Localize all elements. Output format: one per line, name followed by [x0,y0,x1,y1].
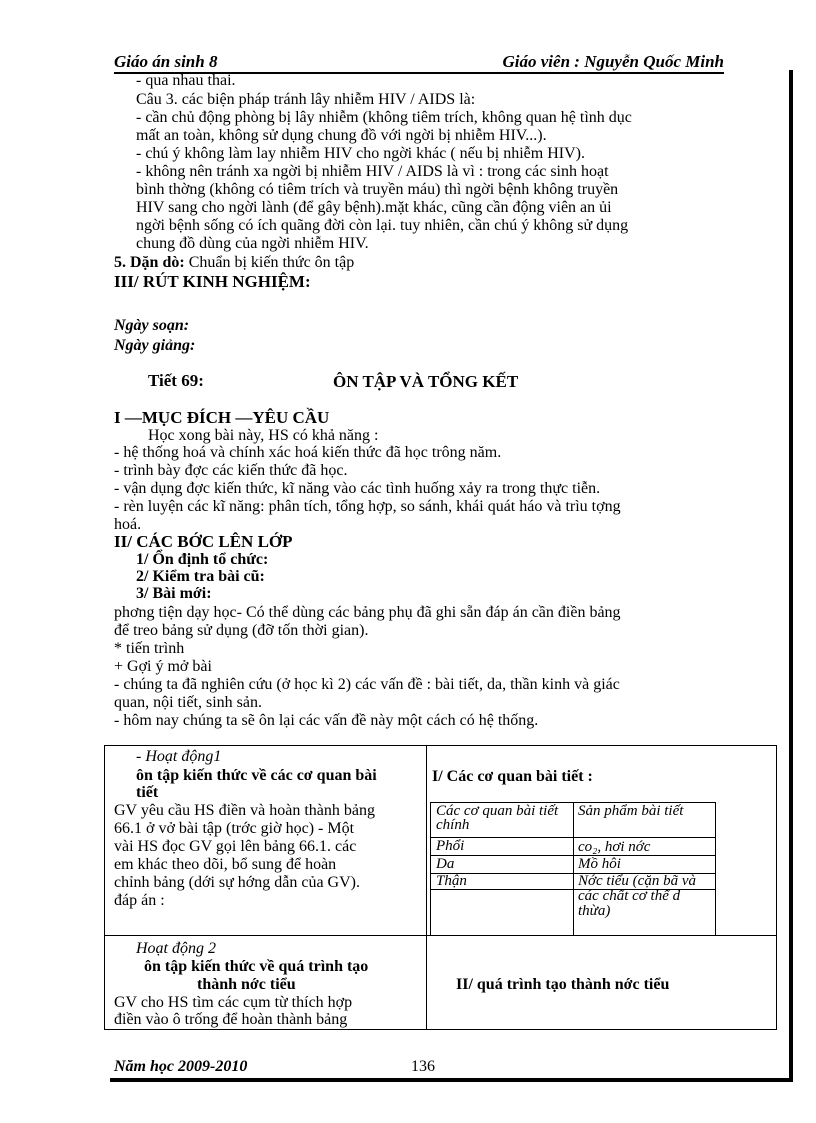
activity-1-text: em khác theo dõi, bổ sung để hoàn [114,856,337,873]
organ-cell: Phổi [436,838,465,854]
activity-2-text: GV cho HS tìm các cụm từ thích hợp [114,994,353,1011]
section1-heading: I —MỤC ĐÍCH —YÊU CẦU [114,408,330,427]
intro-line: bình thờng (không có tiêm trích và truyền máu) thì ngời bệnh không truyền [136,181,619,198]
activity-1-label: - Hoạt động1 [136,748,222,765]
step-item: 2/ Kiểm tra bài cũ: [136,568,265,585]
page-header [114,52,724,74]
intro-line: chung đồ dùng của ngời nhiễm HIV. [136,235,369,252]
section2-line: - chúng ta đã nghiên cứu (ở học kì 2) các vấn đề : bài tiết, da, thần kinh và giác [114,676,620,693]
footer-school-year: Năm học 2009-2010 [114,1058,248,1075]
section2-line: quan, nội tiết, sinh sản. [114,694,262,711]
step-item: 1/ Ổn định tổ chức: [136,551,269,568]
section-organs-heading: I/ Các cơ quan bài tiết : [432,768,593,785]
section2-line: phơng tiện dạy học- Có thể dùng các bảng phụ đã ghi sẵn đáp án cần điền bảng [114,604,621,621]
inner-column-divider [573,803,574,935]
activity-2-text: điền vào ô trống để hoàn thành bảng [114,1011,348,1028]
section1-line: Học xong bài này, HS có khả năng : [148,427,379,444]
page-edge-right [789,70,793,1080]
homework-line [114,254,354,271]
intro-line: mất an toàn, không sử dụng chung đồ với ngời bị nhiễm HIV...). [136,127,547,144]
section2-line: - hôm nay chúng ta sẽ ôn lại các vấn đề này một cách có hệ thống. [114,712,539,729]
product-cell: co₂, hơi nớc [578,839,651,855]
activity-1-title: ôn tập kiến thức về các cơ quan bài [136,767,377,784]
homework-text: Chuẩn bị kiến thức ôn tập [188,254,355,271]
table-column-divider [426,746,427,1029]
organ-cell: Da [436,856,455,872]
activity-2-label: Hoạt động 2 [136,940,216,957]
homework-label: 5. Dặn dò: [114,254,185,271]
organ-column-header: Các cơ quan bài tiết chính [436,803,559,833]
section2-line: + Gợi ý mở bài [114,658,212,675]
intro-line: - cần chủ động phòng bị lây nhiễm (không tiêm trích, không quan hệ tình dục [136,109,632,126]
header-teacher: Giáo viên : Nguyễn Quốc Minh [502,52,724,71]
lesson-title: ÔN TẬP VÀ TỔNG KẾT [333,372,519,391]
activity-2-title: ôn tập kiến thức về quá trình tạo [144,958,369,975]
activity-1-text: đáp án : [114,892,165,909]
product-cell: Nớc tiểu (cặn bã và các chất cơ thể d thừa) [578,873,696,919]
intro-line: HIV sang cho ngời lành (để gây bệnh).mặt khác, cũng cần động viên an ủi [136,199,612,216]
ngay-soan: Ngày soạn: [114,317,190,334]
activity-1-text: GV yêu cầu HS điền và hoàn thành bảng [114,802,375,819]
section2-line: * tiến trình [114,640,185,657]
organ-cell: Thận [436,873,467,889]
intro-line: Câu 3. các biện pháp tránh lây nhiễm HIV / AIDS là: [136,91,476,108]
intro-line: - chú ý không làm lay nhiễm HIV cho ngời khác ( nếu bị nhiễm HIV). [136,145,585,162]
intro-line: ngời bệnh sống có ích quãng đời còn lại. tuy nhiên, cần chú ý không sử dụng [136,217,629,234]
section2-line: để treo bảng sử dụng (đỡ tốn thời gian). [114,622,369,639]
product-column-header: Sản phẩm bài tiết [578,803,684,819]
lesson-number: Tiết 69: [148,371,204,390]
section-urine-heading: II/ quá trình tạo thành nớc tiểu [456,976,670,993]
section1-line: - trình bày đợc các kiến thức đã học. [114,462,348,479]
product-cell: Mồ hôi [578,856,621,872]
activity-1-title: tiết [136,784,159,801]
section1-line: - hệ thống hoá và chính xác hoá kiến thức đã học trông năm. [114,444,502,461]
page-edge-bottom [110,1078,793,1082]
intro-line: - không nên tránh xa ngời bị nhiễm HIV / AIDS là vì : trong các sinh hoạt [136,163,609,180]
activity-1-text: 66.1 ở vở bài tập (trớc giờ học) - Một [114,820,355,837]
ngay-giang: Ngày giảng: [114,337,196,354]
header-subject: Giáo án sinh 8 [114,52,218,71]
section2-heading: II/ CÁC BỚC LÊN LỚP [114,532,293,551]
activity-2-title: thành nớc tiểu [197,976,296,993]
footer-page-number: 136 [411,1058,435,1075]
inner-row-divider [431,837,715,838]
inner-row-divider [431,855,715,856]
section1-line: hoá. [114,516,142,533]
section1-line: - rèn luyện các kĩ năng: phân tích, tổng hợp, so sánh, khái quát háo và trìu tợng [114,498,621,515]
rut-kinh-nghiem-heading: III/ RÚT KINH NGHIỆM: [114,272,311,291]
activity-1-text: chỉnh bảng (dới sự hớng dẫn của GV). [114,874,360,891]
step-item: 3/ Bài mới: [136,585,212,602]
activity-1-text: vài HS đọc GV gọi lên bảng 66.1. các [114,838,357,855]
intro-line: - qua nhau thai. [136,72,236,89]
section1-line: - vận dụng đợc kiến thức, kĩ năng vào các tình huống xảy ra trong thực tiễn. [114,480,601,497]
